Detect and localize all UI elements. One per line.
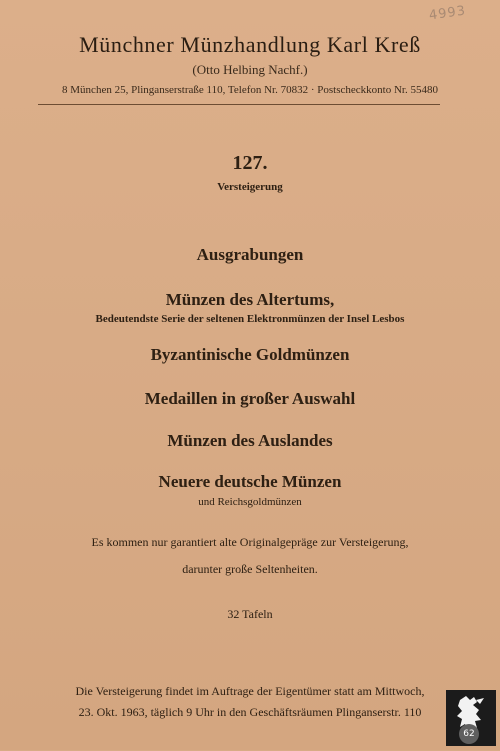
section-medals: Medaillen in großer Auswahl — [144, 389, 356, 408]
pencil-annotation: 4993 — [428, 3, 467, 24]
firm-address: 8 München 25, Plinganserstraße 110, Telefon Nr. 70832 · Postscheckkonto Nr. 55480 — [62, 84, 438, 96]
section-foreign-coins: Münzen des Auslandes — [167, 431, 333, 450]
section-byzantine-gold: Byzantinische Goldmünzen — [150, 345, 350, 364]
section-excavations: Ausgrabungen — [196, 245, 304, 264]
auction-number: 127. — [232, 152, 268, 174]
page-badge: 62 — [459, 724, 479, 744]
guarantee-note: Es kommen nur garantiert alte Originalgepräge zur Versteigerung, — [91, 535, 409, 549]
firm-successor: (Otto Helbing Nachf.) — [192, 62, 308, 77]
auction-label: Versteigerung — [217, 181, 283, 193]
auction-date-line-1: Die Versteigerung findet im Auftrage der Eigentümer statt am Mittwoch, — [75, 684, 425, 698]
section-german-subtitle: und Reichsgoldmünzen — [198, 496, 302, 508]
firm-name: Münchner Münzhandlung Karl Kreß — [79, 32, 421, 57]
header-divider — [38, 104, 440, 105]
section-german-coins: Neuere deutsche Münzen — [158, 472, 342, 491]
section-ancient-subtitle: Bedeutendste Serie der seltenen Elektronmünzen der Insel Lesbos — [95, 313, 405, 325]
plates-count: 32 Tafeln — [227, 607, 273, 621]
rarities-note: darunter große Seltenheiten. — [182, 562, 318, 576]
auction-date-line-2: 23. Okt. 1963, täglich 9 Uhr in den Geschäftsräumen Plinganserstr. 110 — [78, 705, 422, 719]
section-ancient-coins: Münzen des Altertums, — [165, 290, 335, 309]
